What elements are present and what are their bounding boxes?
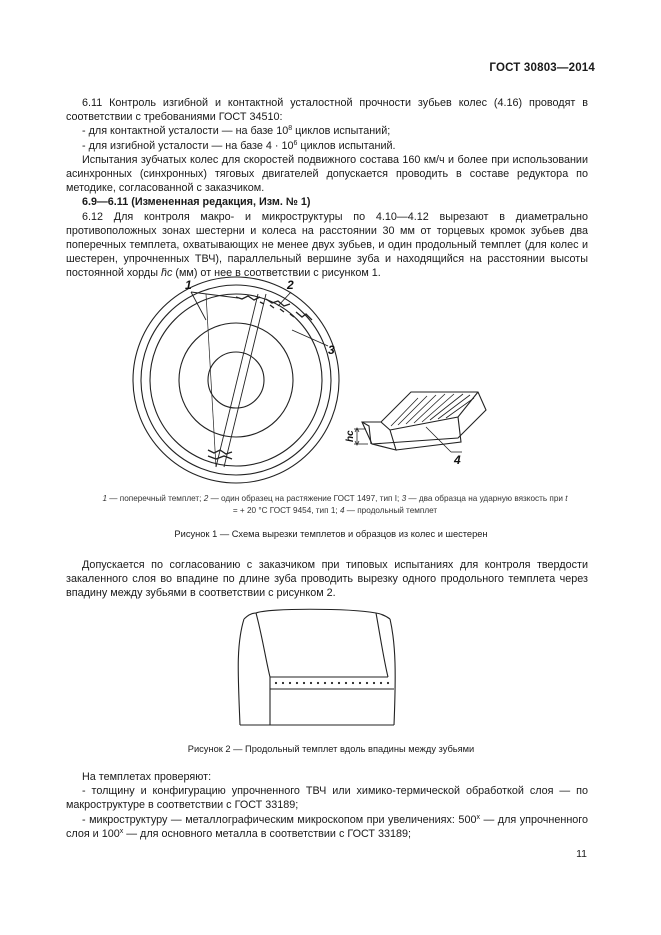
wheel-circle-3 <box>150 294 322 466</box>
longitudinal-templet-prism <box>362 392 486 450</box>
page-number: 11 <box>576 848 587 860</box>
figure-1-caption: Рисунок 1 — Схема вырезки темплетов и образцов из колес и шестерен <box>174 529 488 539</box>
fig1-label-2: 2 <box>287 278 294 292</box>
paragraph-single-templet: Допускается по согласованию с заказчиком при типовых испытаниях для контроля твердости закаленного слоя во впадине по длине зуба проводить вырезку одного продольного темплета через впадину между зубьями в соответствии с рисунком 2. <box>66 559 588 600</box>
text-block-3 <box>66 770 588 841</box>
hardness-measurement-points <box>275 682 389 684</box>
paragraph-revision-note: 6.9—6.11 (Измененная редакция, Изм. № 1) <box>82 196 311 209</box>
fig1-label-4: 4 <box>454 453 461 467</box>
figure-1-diagram <box>66 272 596 487</box>
figure-1-legend: 1 — поперечный темплет; 2 — один образец на растяжение ГОСТ 1497, тип I; 3 — два образца на ударную вязкость при t = + 20 °С ГОСТ 9454, тип 1; 4 — продольный темплет <box>102 494 568 515</box>
text-block-1 <box>66 96 588 281</box>
wheel-hub-circle <box>179 323 293 437</box>
paragraph-testing: Испытания зубчатых колес для скоростей подвижного состава 160 км/ч и более при использовании асинхронных (синхронных) тяговых двигателей допускается проводить в составе редуктора по методике, согласованной с заказчиком. <box>66 153 588 195</box>
paragraph-templet-check: На темплетах проверяют: <box>82 771 212 783</box>
fig1-label-1: 1 <box>185 278 192 292</box>
wheel-outer-circle <box>133 277 339 483</box>
figure-2-diagram <box>228 605 408 733</box>
list-item-macrostructure: - толщину и конфигурацию упрочненного ТВЧ или химико-термической обработкой слоя — по макроструктуре в соответствии с ГОСТ 33189; <box>66 785 588 812</box>
list-item-microstructure: - микроструктуру — металлографическим микроскопом при увеличениях: 500$^x$ — для упрочненного слоя и 100$^x$ — для основного металла в соответствии с ГОСТ 33189; <box>66 813 588 840</box>
document-number: ГОСТ 30803—2014 <box>489 62 595 74</box>
wheel-bore-circle <box>208 352 264 408</box>
fig1-label-3: 3 <box>328 343 335 357</box>
fig1-dim-hc: hc <box>345 430 356 442</box>
symbol-hc: h̄c <box>160 267 173 280</box>
paragraph-6-12: 6.12 Для контроля макро- и микроструктуры по 4.10—4.12 вырезают в диаметрально противоположных зонах шестерни и колеса на расстоянии 30 мм от торцевых кромок зубьев два поперечных темплета, охватывающих не менее двух зубьев, и один продольный темплет (для колес и шестерен, упрочненных ТВЧ), параллельный вершине зуба и находящийся на расстоянии высоты постоянной хорды h̄c (мм) от нее в соответствии с рисунком 1. <box>66 210 588 280</box>
list-item-contact-fatigue: - для контактной усталости — на базе $10^8$ циклов испытаний; <box>82 125 391 138</box>
wheel-circle-2 <box>141 285 331 475</box>
figure-2-caption: Рисунок 2 — Продольный темплет вдоль впадины между зубьями <box>187 744 475 754</box>
list-item-bending-fatigue: - для изгибной усталости — на базе $4 \cdot 10^6$ циклов испытаний. <box>82 139 396 152</box>
text-block-2 <box>66 558 588 601</box>
paragraph-6-11: 6.11 Контроль изгибной и контактной усталостной прочности зубьев колес (4.16) проводят в соответствии с требованиями ГОСТ 34510: <box>66 97 588 124</box>
